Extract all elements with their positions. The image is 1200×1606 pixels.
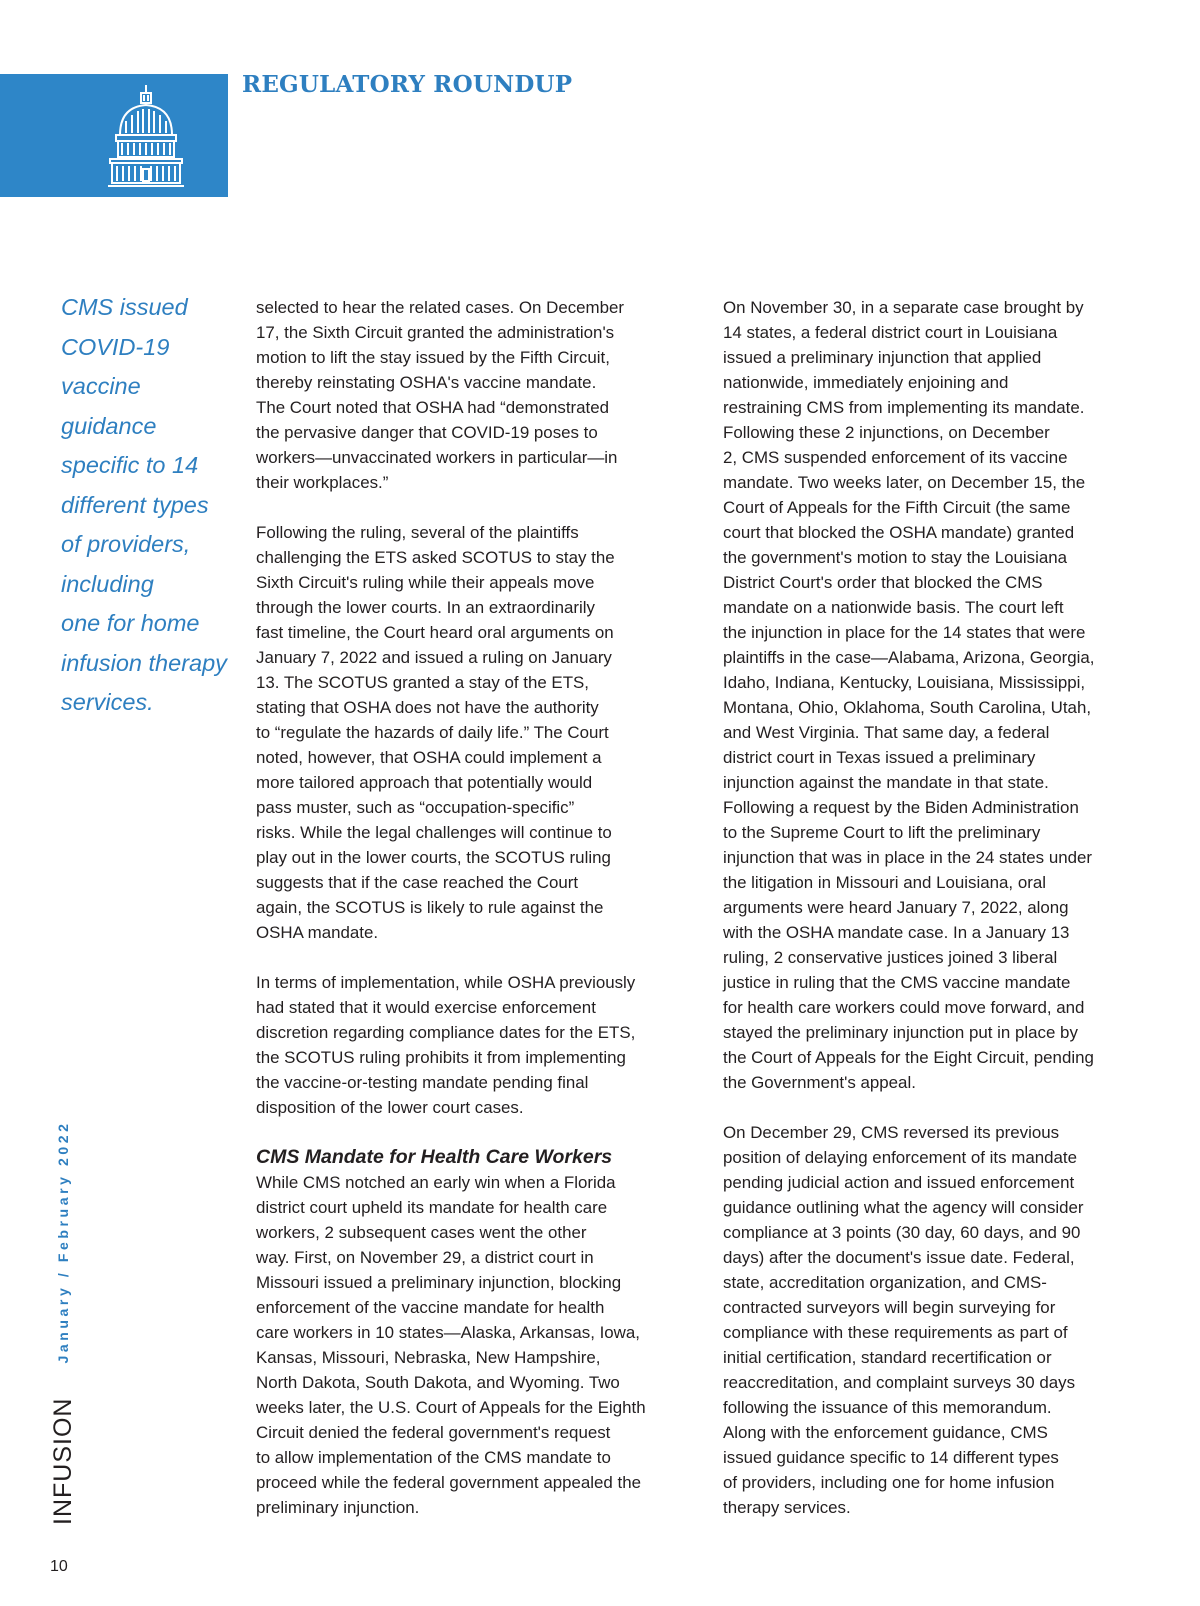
- magazine-logo: INFUSION: [48, 1397, 77, 1525]
- article-column-right: [723, 295, 1153, 1520]
- section-header-block: [0, 74, 228, 197]
- article-paragraph: On November 30, in a separate case brought by 14 states, a federal district court in Louisiana issued a preliminary injunction that applied nationwide, immediately enjoining and restraining CMS from implementing its mandate. Following these 2 injunctions, on December 2, CMS suspended enforcement of its vaccine mandate. Two weeks later, on December 15, the Court of Appeals for the Fifth Circuit (the same court that blocked the OSHA mandate) granted the government's motion to stay the Louisiana District Court's order that blocked the CMS mandate on a nationwide basis. The court left the injunction in place for the 14 states that were plaintiffs in the case—Alabama, Arizona, Georgia, Idaho, Indiana, Kentucky, Louisiana, Mississippi, Montana, Ohio, Oklahoma, South Carolina, Utah, and West Virginia. That same day, a federal district court in Texas issued a preliminary injunction against the mandate in that state. Following a request by the Biden Administration to the Supreme Court to lift the preliminary injunction that was in place in the 24 states under the litigation in Missouri and Louisiana, oral arguments were heard January 7, 2022, along with the OSHA mandate case. In a January 13 ruling, 2 conservative justices joined 3 liberal justice in ruling that the CMS vaccine mandate for health care workers could move forward, and stayed the preliminary injunction put in place by the Court of Appeals for the Eight Circuit, pending the Government's appeal.: [723, 298, 1095, 1092]
- pull-quote-line: different types: [61, 491, 209, 518]
- pull-quote-line: infusion therapy: [61, 649, 227, 676]
- pull-quote-line: guidance: [61, 412, 157, 439]
- pull-quote-line: specific to 14: [61, 452, 199, 478]
- article-column-middle: [256, 295, 686, 1520]
- article-paragraph: selected to hear the related cases. On December 17, the Sixth Circuit granted the administration's motion to lift the stay issued by the Fifth Circuit, thereby reinstating OSHA's vaccine mandate. The Court noted that OSHA had “demonstrated the pervasive danger that COVID-19 poses to workers—unvaccinated workers in particular—in their workplaces.”: [256, 298, 625, 492]
- capitol-dome-icon: [108, 83, 184, 189]
- vertical-footer: [45, 1085, 81, 1525]
- issue-date: January / February 2022: [55, 1120, 71, 1364]
- section-title: REGULATORY ROUNDUP: [242, 71, 573, 98]
- article-paragraph: Following the ruling, several of the plaintiffs challenging the ETS asked SCOTUS to stay the Sixth Circuit's ruling while their appeals move through the lower courts. In an extraordinarily fast timeline, the Court heard oral arguments on January 7, 2022 and issued a ruling on January 13. The SCOTUS granted a stay of the ETS, stating that OSHA does not have the authority to “regulate the hazards of daily life.” The Court noted, however, that OSHA could implement a more tailored approach that potentially would pass muster, such as “occupation-specific” risks. While the legal challenges will continue to play out in the lower courts, the SCOTUS ruling suggests that if the case reached the Court again, the SCOTUS is likely to rule against the OSHA mandate.: [256, 523, 615, 942]
- pull-quote-line: COVID-19: [61, 333, 170, 360]
- article-paragraph: While CMS notched an early win when a Florida district court upheld its mandate for health care workers, 2 subsequent cases went the other way. First, on November 29, a district court in Missouri issued a preliminary injunction, blocking enforcement of the vaccine mandate for health care workers in 10 states—Alaska, Arkansas, Iowa, Kansas, Missouri, Nebraska, New Hampshire, North Dakota, South Dakota, and Wyoming. Two weeks later, the U.S. Court of Appeals for the Eighth Circuit denied the federal government's request to allow implementation of the CMS mandate to proceed while the federal government appealed the preliminary injunction.: [256, 1173, 646, 1517]
- pull-quote-line: services.: [61, 689, 154, 715]
- pull-quote-line: one for home: [61, 610, 200, 636]
- article-paragraph: On December 29, CMS reversed its previous position of delaying enforcement of its mandate pending judicial action and issued enforcement guidance outlining what the agency will consider compliance at 3 points (30 day, 60 days, and 90 days) after the document's issue date. Federal, state, accreditation organization, and CMS- contracted surveyors will begin surveying for compliance with these requirements as part of initial certification, standard recertification or reaccreditation, and complaint surveys 30 days following the issuance of this memorandum. Along with the enforcement guidance, CMS issued guidance specific to 14 different types of providers, including one for home infusion therapy services.: [723, 1123, 1084, 1517]
- pull-quote-line: vaccine: [61, 373, 141, 399]
- pull-quote: [61, 288, 231, 723]
- article-paragraph: In terms of implementation, while OSHA previously had stated that it would exercise enforcement discretion regarding compliance dates for the ETS, the SCOTUS ruling prohibits it from implementing the vaccine-or-testing mandate pending final disposition of the lower court cases.: [256, 973, 636, 1117]
- section-subheading: CMS Mandate for Health Care Workers: [256, 1146, 613, 1168]
- pull-quote-line: of providers,: [61, 531, 191, 557]
- pull-quote-line: including: [61, 570, 154, 597]
- pull-quote-line: CMS issued: [61, 294, 188, 320]
- page-number: 10: [50, 1558, 68, 1575]
